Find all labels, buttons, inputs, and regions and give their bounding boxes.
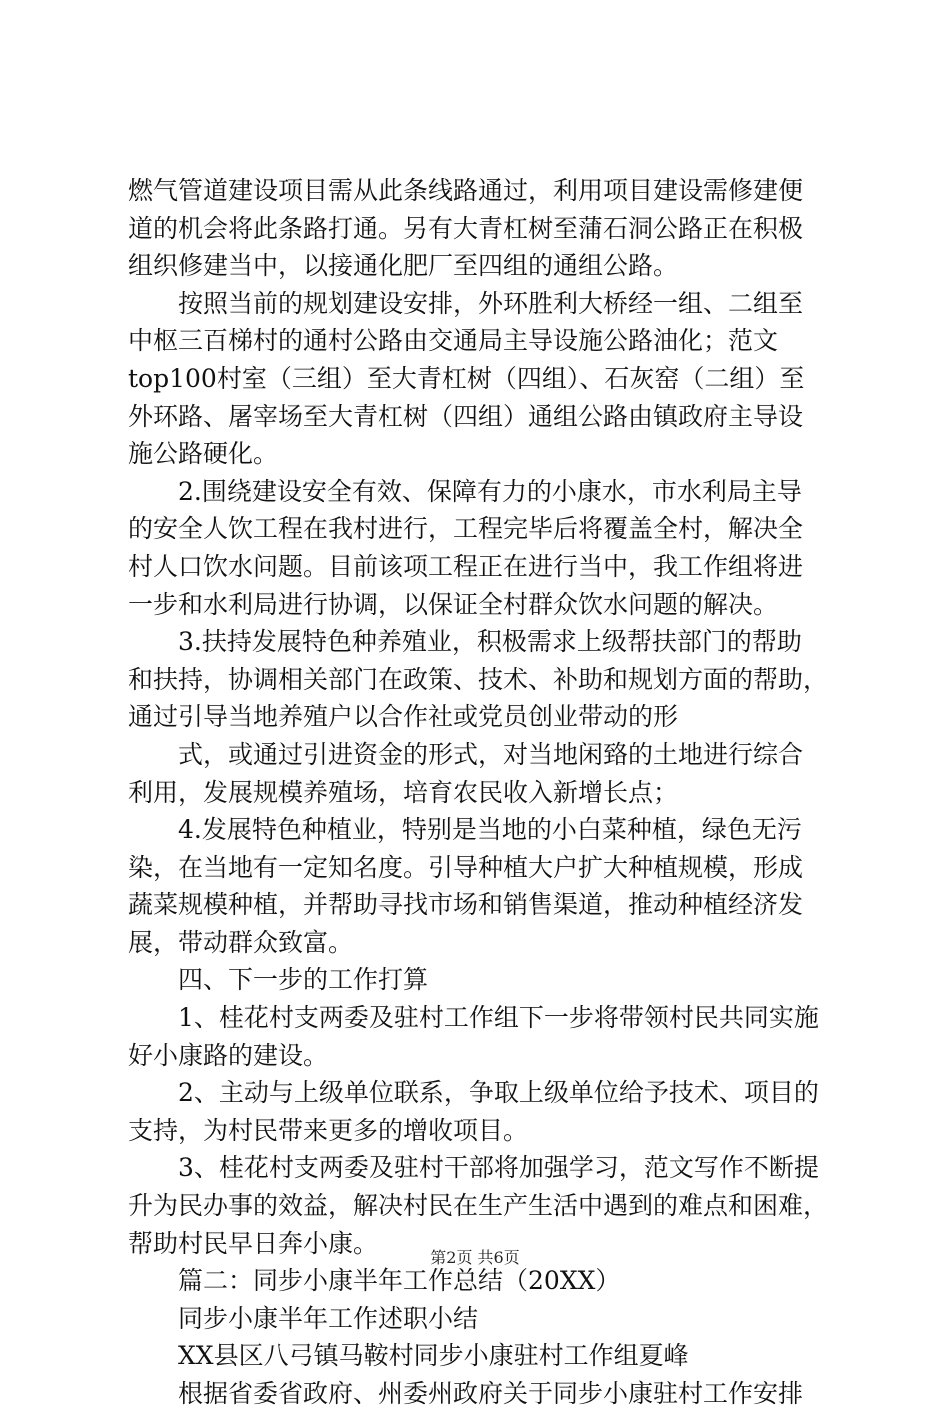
page-footer: 第2页 共6页	[430, 1248, 520, 1267]
text-line: 篇二：同步小康半年工作总结（20XX）	[178, 1266, 621, 1296]
text-line: 利用，发展规模养殖场，培育农民收入新增长点；	[128, 777, 679, 807]
text-line: 按照当前的规划建设安排，外环胜利大桥经一组、二组至	[178, 288, 804, 318]
text-line: 3、桂花村支两委及驻村干部将加强学习，范文写作不断提	[178, 1153, 819, 1183]
text-line: 2.围绕建设安全有效、保障有力的小康水，市水利局主导	[178, 476, 802, 506]
text-line: 组织修建当中，以接通化肥厂至四组的通组公路。	[128, 251, 679, 281]
text-line: 升为民办事的效益，解决村民在生产生活中遇到的难点和困难，	[128, 1191, 829, 1221]
text-line: 染，在当地有一定知名度。引导种植大户扩大种植规模，形成	[128, 852, 804, 882]
text-line: 好小康路的建设。	[128, 1040, 329, 1070]
text-line: 1、桂花村支两委及驻村工作组下一步将带领村民共同实施	[178, 1003, 819, 1033]
text-line: XX县区八弓镇马鞍村同步小康驻村工作组夏峰	[178, 1341, 689, 1371]
text-line: 道的机会将此条路打通。另有大青杠树至蒲石洞公路正在积极	[128, 213, 804, 243]
text-line: 支持，为村民带来更多的增收项目。	[128, 1115, 529, 1145]
text-line: 燃气管道建设项目需从此条线路通过，利用项目建设需修建便	[128, 176, 804, 205]
text-line: 中枢三百梯村的通村公路由交通局主导设施公路油化；范文	[128, 326, 779, 356]
text-line: 帮助村民早日奔小康。	[128, 1228, 379, 1258]
text-line: 4.发展特色种植业，特别是当地的小白菜种植，绿色无污	[178, 815, 802, 845]
text-line: 根据省委省政府、州委州政府关于同步小康驻村工作安排	[178, 1379, 804, 1408]
text-line: 式，或通过引进资金的形式，对当地闲臵的土地进行综合	[178, 739, 804, 769]
text-line: top100村室（三组）至大青杠树（四组）、石灰窑（二组）至	[128, 363, 805, 393]
text-line: 施公路硬化。	[128, 439, 279, 469]
text-line: 四、下一步的工作打算	[178, 965, 429, 995]
text-line: 和扶持，协调相关部门在政策、技术、补助和规划方面的帮助，	[128, 664, 829, 694]
text-line: 3.扶持发展特色种养殖业，积极需求上级帮扶部门的帮助	[178, 627, 802, 657]
text-line: 展，带动群众致富。	[128, 927, 354, 957]
text-line: 的安全人饮工程在我村进行，工程完毕后将覆盖全村，解决全	[128, 514, 804, 544]
text-line: 同步小康半年工作述职小结	[178, 1303, 479, 1333]
text-line: 外环路、屠宰场至大青杠树（四组）通组公路由镇政府主导设	[128, 401, 804, 431]
text-line: 村人口饮水问题。目前该项工程正在进行当中，我工作组将进	[128, 551, 804, 581]
text-line: 一步和水利局进行协调，以保证全村群众饮水问题的解决。	[128, 589, 779, 619]
text-line: 蔬菜规模种植，并帮助寻找市场和销售渠道，推动种植经济发	[128, 890, 804, 920]
text-line: 2、主动与上级单位联系，争取上级单位给予技术、项目的	[178, 1078, 819, 1108]
text-line: 通过引导当地养殖户以合作社或党员创业带动的形	[128, 702, 679, 732]
document-body	[128, 172, 834, 1413]
